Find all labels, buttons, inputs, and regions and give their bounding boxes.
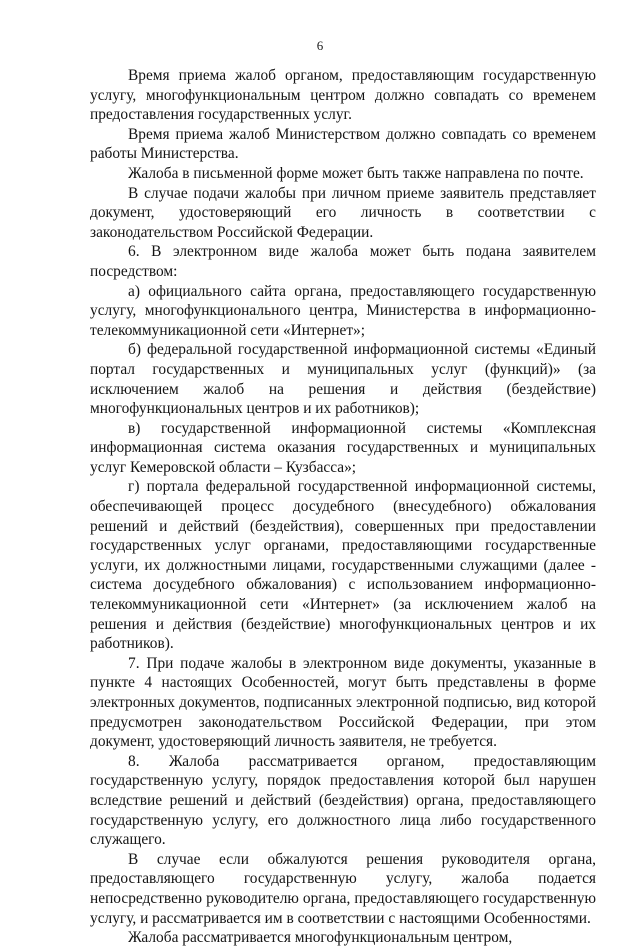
paragraph-personal-reception: В случае подачи жалобы при личном приеме заявитель представляет документ, удостоверяющий его личность в соответствии с законодательством Российской Федерации. — [90, 184, 596, 241]
paragraph-item-6g: г) портала федеральной государственной информационной системы, обеспечивающей процесс досудебного (внесудебного) обжалования решений и действий (бездействия), совершенных при предоставлении государственных услуг органами, предоставляющими государственные услуги, их должностными лицами, государственными служащими (далее - система досудебного обжалования) с использованием информационно-телекоммуникационной сети «Интернет» (за исключением жалоб на решения и действия (бездействие) многофункциональных центров и их работников). — [90, 478, 596, 653]
paragraph-reception-time-ministry: Время приема жалоб Министерством должно совпадать со временем работы Министерства. — [90, 125, 596, 163]
document-body — [90, 66, 596, 948]
paragraph-reception-time-organ: Время приема жалоб органом, предоставляющим государственную услугу, многофункциональным центром должно совпадать со временем предоставления государственных услуг. — [90, 67, 596, 124]
paragraph-mfc-review: Жалоба рассматривается многофункциональным центром, — [128, 929, 513, 947]
paragraph-item-6b: б) федеральной государственной информационной системы «Единый портал государственных и муниципальных услуг (функций)» (за исключением жалоб на решения и действия (бездействие) многофункциональных центров и их работников); — [90, 341, 596, 418]
paragraph-item-6a: а) официального сайта органа, предоставляющего государственную услугу, многофункционального центра, Министерства в информационно-телекоммуникационной сети «Интернет»; — [90, 282, 596, 339]
paragraph-item-8: 8. Жалоба рассматривается органом, предоставляющим государственную услугу, порядок предоставления которой был нарушен вследствие решений и действий (бездействия) органа, предоставляющего государственную услугу, его должностного лица либо государственного служащего. — [90, 752, 596, 849]
paragraph-postal-complaint: Жалоба в письменной форме может быть также направлена по почте. — [128, 164, 584, 182]
paragraph-item-7: 7. При подаче жалобы в электронном виде документы, указанные в пункте 4 настоящих Особенностей, могут быть представлены в форме электронных документов, подписанных электронной подписью, вид которой предусмотрен законодательством Российской Федерации, при этом документ, удостоверяющий личность заявителя, не требуется. — [90, 654, 596, 751]
paragraph-head-appeal: В случае если обжалуются решения руководителя органа, предоставляющего государственную услугу, жалоба подается непосредственно руководителю органа, предоставляющего государственную услугу, и рассматривается им в соответствии с настоящими Особенностями. — [90, 850, 596, 927]
paragraph-item-6: 6. В электронном виде жалоба может быть подана заявителем посредством: — [90, 243, 596, 280]
paragraph-item-6v: в) государственной информационной системы «Комплексная информационная система оказания государственных и муниципальных услуг Кемеровской области – Кузбасса»; — [90, 419, 596, 476]
page-number: 6 — [316, 38, 324, 53]
